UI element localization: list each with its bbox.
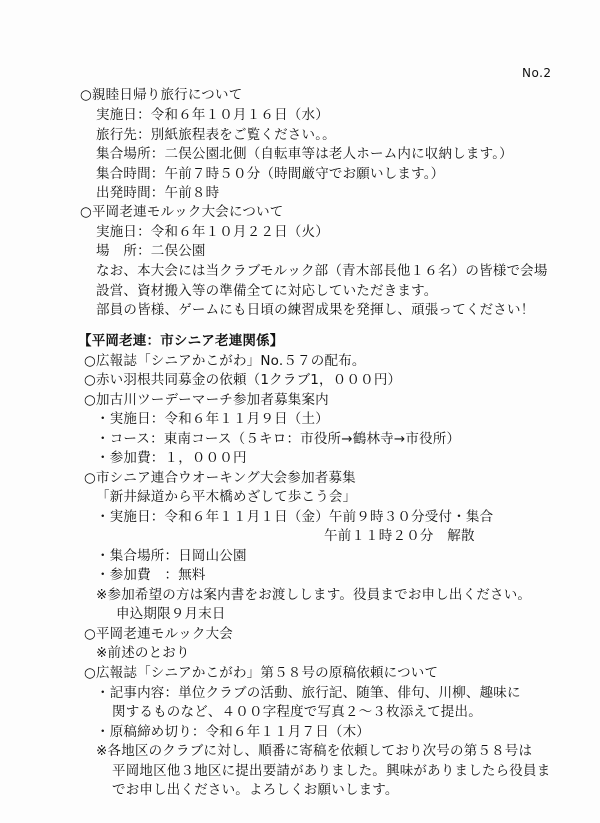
walking-place: ・集合場所：日岡山公園 bbox=[96, 548, 247, 564]
red-feather-item: ○赤い羽根共同募金の依頼（1クラブ1，０００円） bbox=[84, 372, 402, 388]
walking-subtitle: 「新井緑道から平木橋めざして歩こう会」 bbox=[96, 489, 357, 505]
trip-title: ○親睦日帰り旅行について bbox=[80, 87, 243, 103]
walking-time-2: 午前１１時２０分 解散 bbox=[324, 528, 475, 544]
manuscript-note-1: ※各地区のクラブに対し、順番に寄稿を依頼しており次号の第５８号は bbox=[96, 743, 533, 759]
molkky2-title: ○平岡老連モルック大会 bbox=[84, 626, 233, 642]
manuscript-content-1: ・記事内容：単位クラブの活動、旅行記、随筆、俳句、川柳、趣味に bbox=[96, 685, 521, 701]
manuscript-note-3: でお申し出ください。よろしくお願いします。 bbox=[112, 782, 399, 798]
trip-date: 実施日：令和６年１０月１６日（水） bbox=[96, 107, 329, 123]
march-fee: ・参加費：１，０００円 bbox=[96, 450, 247, 466]
walking-note: ※参加希望の方は案内書をお渡しします。役員までお申し出ください。 bbox=[96, 587, 532, 603]
manuscript-title: ○広報誌「シニアかこがわ」第５８号の原稿依頼について bbox=[84, 665, 439, 681]
molkky-note-2: 設営、資材搬入等の準備全てに対応していただきます。 bbox=[96, 283, 438, 299]
molkky2-note: ※前述のとおり bbox=[96, 645, 190, 661]
molkky-date: 実施日：令和６年１０月２２日（火） bbox=[96, 224, 329, 240]
trip-destination: 旅行先：別紙旅程表をご覧ください。。 bbox=[96, 127, 336, 143]
newsletter-item: ○広報誌「シニアかこがわ」No.５７の配布。 bbox=[84, 353, 366, 369]
page-number: No.2 bbox=[522, 66, 552, 80]
manuscript-note-2: 平岡地区他３地区に提出要請がありました。興味がありましたら役員ま bbox=[112, 763, 551, 779]
trip-meeting-time: 集合時間：午前７時５０分（時間厳守でお願いします。） bbox=[96, 166, 445, 182]
walking-deadline: 申込期限９月末日 bbox=[116, 606, 226, 622]
trip-meeting-place: 集合場所：二俣公園北側（自転車等は老人ホーム内に収納します。） bbox=[96, 146, 513, 162]
walking-title: ○市シニア連合ウオーキング大会参加者募集 bbox=[84, 470, 356, 486]
march-date: ・実施日：令和６年１１月９日（土） bbox=[96, 411, 329, 427]
manuscript-content-2: 関するものなど、４００字程度で写真２～３枚添えて提出。 bbox=[112, 704, 482, 720]
city-section-heading: 【平岡老連：市シニア老連関係】 bbox=[78, 333, 284, 349]
walking-date: ・実施日：令和６年１１月１日（金）午前９時３０分受付・集合 bbox=[96, 509, 494, 525]
molkky-note-1: なお、本大会には当クラブモルック部（青木部長他１６名）の皆様で会場 bbox=[96, 263, 548, 279]
molkky-note-3: 部員の皆様、ゲームにも日頃の練習成果を発揮し、頑張ってください！ bbox=[96, 302, 535, 318]
trip-departure-time: 出発時間：午前８時 bbox=[96, 185, 220, 201]
march-title: ○加古川ツーデーマーチ参加者募集案内 bbox=[84, 392, 329, 408]
manuscript-deadline: ・原稿締め切り：令和６年１１月７日（木） bbox=[96, 724, 370, 740]
molkky-title: ○平岡老連モルック大会について bbox=[80, 204, 284, 220]
walking-fee: ・参加費 ：無料 bbox=[96, 567, 206, 583]
march-course: ・コース：東南コース（５キロ：市役所→鶴林寺→市役所） bbox=[96, 431, 461, 447]
molkky-place: 場 所：二俣公園 bbox=[96, 243, 206, 259]
